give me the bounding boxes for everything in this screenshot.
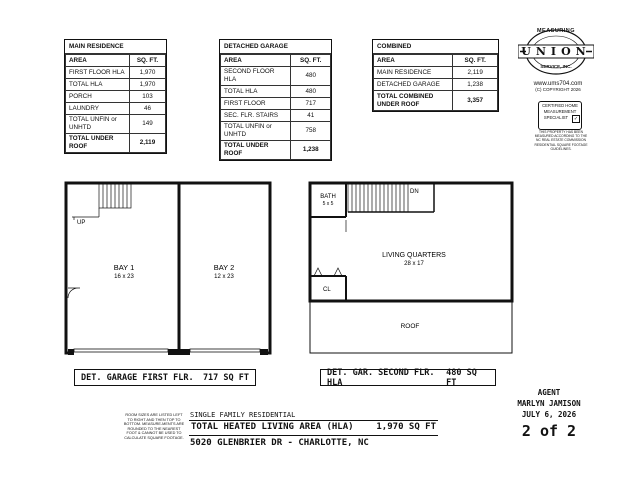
row-value: 2,119 [130,134,166,153]
row-value: 41 [291,110,331,122]
cert-line-1: CERTIFIED HOME [542,103,578,108]
table-title: DETACHED GARAGE [220,40,331,54]
living-name: LIVING QUARTERS [382,252,446,259]
garage-outer-wall [66,183,270,353]
col-sqft: SQ. FT. [130,55,166,67]
logo-website: www.ums704.com [533,81,583,87]
row-value: 2,119 [453,67,498,79]
property-address: 5020 GLENBRIER DR - CHARLOTTE, NC [190,438,369,448]
row-value: 1,238 [453,79,498,91]
row-label: TOTAL UNFIN or UNHTD [66,115,130,134]
room-size-note: ROOM SIZES ARE LISTED LEFT TO RIGHT AND THEN TOP TO BOTTOM. MEASURE-MENTS ARE ROUNDED TO THE NEAREST FOOT & CANNOT BE USED TO CALCULATE SQUARE FOOTAGE. [123,413,185,440]
logo-bottom-text: SERVICE, INC. [540,64,572,69]
roof-label: ROOF [400,323,420,330]
check-icon: ✓ [573,116,579,122]
row-label: DETACHED GARAGE [374,79,453,91]
caption-area: 480 SQ FT [446,367,477,388]
cert-line-2: MEASUREMENT [543,109,577,114]
row-label: PORCH [66,91,130,103]
bath-name: BATH [320,194,336,200]
caption-label: DET. GAR. SECOND FLR. HLA [327,367,435,388]
row-label: TOTAL COMBINED UNDER ROOF [374,91,453,111]
row-label: TOTAL UNDER ROOF [66,134,130,153]
row-label: MAIN RESIDENCE [374,67,453,79]
living-dim: 28 x 17 [404,261,424,267]
row-value: 103 [130,91,166,103]
cert-badge [538,101,582,130]
row-label: SECOND FLOOR HLA [221,67,291,86]
garage-first-floor-plan [62,180,274,358]
garage-first-floor-caption [74,369,256,386]
row-value: 1,970 [130,79,166,91]
row-value: 717 [291,98,331,110]
door-swing [68,288,80,298]
row-value: 1,238 [291,141,331,160]
main-residence-table [64,39,167,154]
agent-name: MARLYN JAMISON [517,399,581,408]
row-label: TOTAL HLA [221,86,291,98]
page-number: 2 of 2 [521,422,577,440]
caption-label: DET. GARAGE FIRST FLR. [81,372,194,383]
hla-row [189,420,438,436]
up-label: UP [77,220,86,226]
second-floor-outer-wall [310,183,512,301]
hla-value: 1,970 SQ FT [376,422,436,432]
detached-garage-table [219,39,332,161]
garage-second-floor-plan [306,180,516,358]
row-label: TOTAL UNDER ROOF [221,141,291,160]
row-value: 46 [130,103,166,115]
stairs [348,183,434,212]
row-label: FIRST FLOOR [221,98,291,110]
row-value: 1,970 [130,67,166,79]
agent-label: AGENT [537,388,561,397]
col-sqft: SQ. FT. [291,55,331,67]
row-value: 480 [291,67,331,86]
table-title: COMBINED [373,40,498,54]
row-label: FIRST FLOOR HLA [66,67,130,79]
logo-top-text: MEASURING [536,28,576,34]
col-area: AREA [374,55,453,67]
row-label: SEC. FLR. STAIRS [221,110,291,122]
row-value: 3,357 [453,91,498,111]
bay2-name: BAY 2 [213,263,235,272]
door-swing [314,268,342,276]
bay2-dim: 12 x 23 [214,274,234,280]
row-label: TOTAL UNFIN or UNHTD [221,122,291,141]
cert-line-3: SPECIALIST [543,115,569,120]
combined-table [372,39,499,112]
row-label: TOTAL HLA [66,79,130,91]
property-type: SINGLE FAMILY RESIDENTIAL [190,411,296,419]
row-value: 480 [291,86,331,98]
bay1-dim: 16 x 23 [114,274,134,280]
measurement-statement: THIS PROPERTY HAS BEEN MEASURED ACCORDING TO THE NC REAL ESTATE COMMISSION RESIDENTIAL SQUARE FOOTAGE GUIDELINES. [534,130,588,151]
col-area: AREA [66,55,130,67]
row-label: LAUNDRY [66,103,130,115]
bath-dim: 5 x 5 [322,201,334,207]
report-date: JULY 6, 2026 [521,410,577,419]
garage-second-floor-caption [320,369,496,386]
row-value: 758 [291,122,331,141]
hla-label: TOTAL HEATED LIVING AREA (HLA) [191,422,354,432]
col-area: AREA [221,55,291,67]
col-sqft: SQ. FT. [453,55,498,67]
company-logo [518,24,594,80]
row-value: 149 [130,115,166,134]
logo-copyright: (C) COPYRIGHT 2026 [535,87,581,92]
bay1-name: BAY 1 [113,263,135,272]
bath-walls [310,183,346,217]
logo-name: UNION [521,45,591,58]
caption-area: 717 SQ FT [202,372,249,383]
stairs [72,184,131,220]
closet-label: CL [323,287,331,293]
dn-label: DN [410,189,419,195]
table-title: MAIN RESIDENCE [65,40,166,54]
